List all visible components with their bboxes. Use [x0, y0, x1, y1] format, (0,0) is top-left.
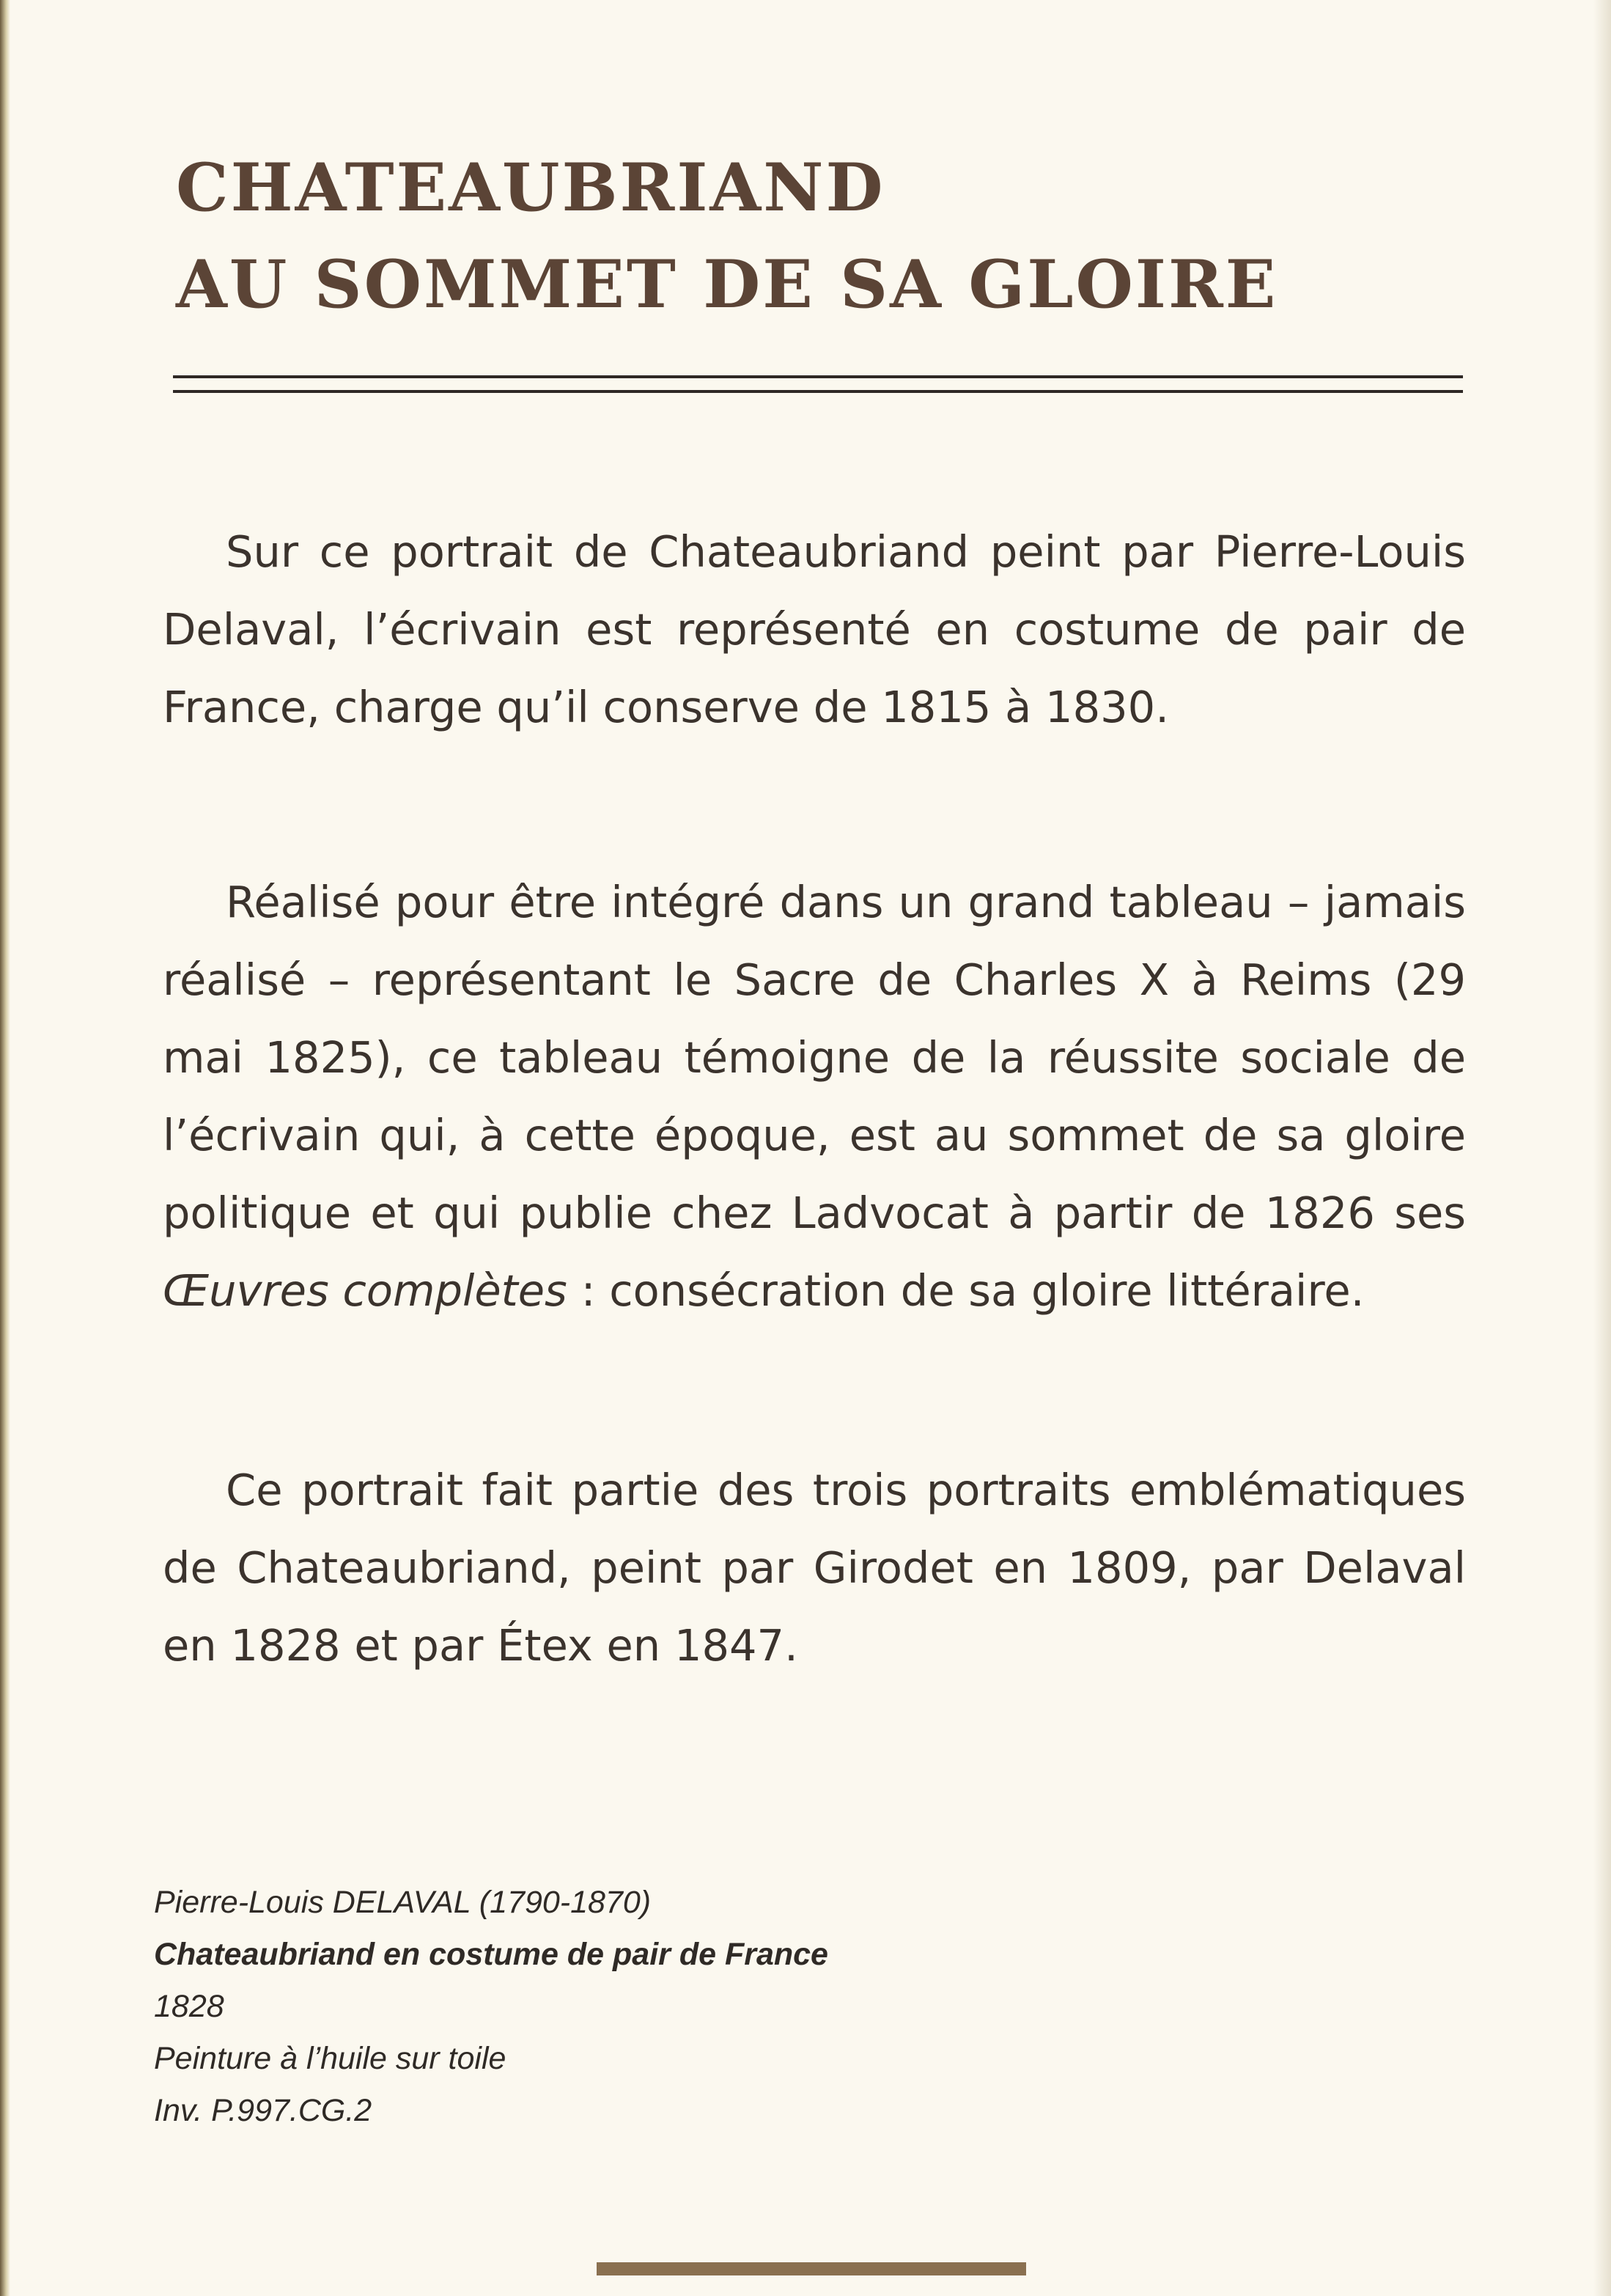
paragraph-1 — [163, 513, 1466, 746]
paragraph-2-text: Réalisé pour être intégré dans un grand tableau – jamais réalisé – représentant le Sacre de Charles X à Reims (29 mai 1825), ce tableau témoigne de la réussite sociale de l’écrivain qui, à cette époque, est au sommet de sa gloire politique et qui publie chez Ladvocat à partir de 1826 ses — [163, 877, 1466, 1238]
paragraph-3-text: Ce portrait fait partie des trois portraits emblématiques de Chateaubriand, peint par Girodet en 1809, par Delaval en 1828 et par Étex en 1847. — [163, 1465, 1466, 1671]
panel-left-edge — [0, 0, 10, 2296]
paragraph-3 — [163, 1451, 1466, 1685]
title-divider-bottom — [173, 390, 1463, 393]
paragraph-2-emphasis: Œuvres complètes — [163, 1265, 567, 1316]
title-line-1: CHATEAUBRIAND — [176, 149, 885, 227]
bottom-accent-bar — [597, 2262, 1026, 2275]
artwork-caption — [154, 1877, 828, 2137]
panel-title — [176, 139, 1278, 333]
caption-artist: Pierre-Louis DELAVAL (1790-1870) — [154, 1885, 652, 1920]
panel-right-edge — [1593, 0, 1611, 2296]
paragraph-2-tail: : consécration de sa gloire littéraire. — [567, 1265, 1365, 1316]
caption-year: 1828 — [154, 1989, 224, 2024]
caption-work-title: Chateaubriand en costume de pair de France — [154, 1937, 828, 1972]
paragraph-1-text: Sur ce portrait de Chateaubriand peint par Pierre-Louis Delaval, l’écrivain est représenté en costume de pair de France, charge qu’il conserve de 1815 à 1830. — [163, 526, 1466, 732]
caption-inventory: Inv. P.997.CG.2 — [154, 2093, 372, 2128]
paragraph-2 — [163, 864, 1466, 1330]
title-line-2: AU SOMMET DE SA GLOIRE — [176, 246, 1278, 323]
title-divider-top — [173, 375, 1463, 378]
caption-medium: Peinture à l’huile sur toile — [154, 2041, 506, 2076]
